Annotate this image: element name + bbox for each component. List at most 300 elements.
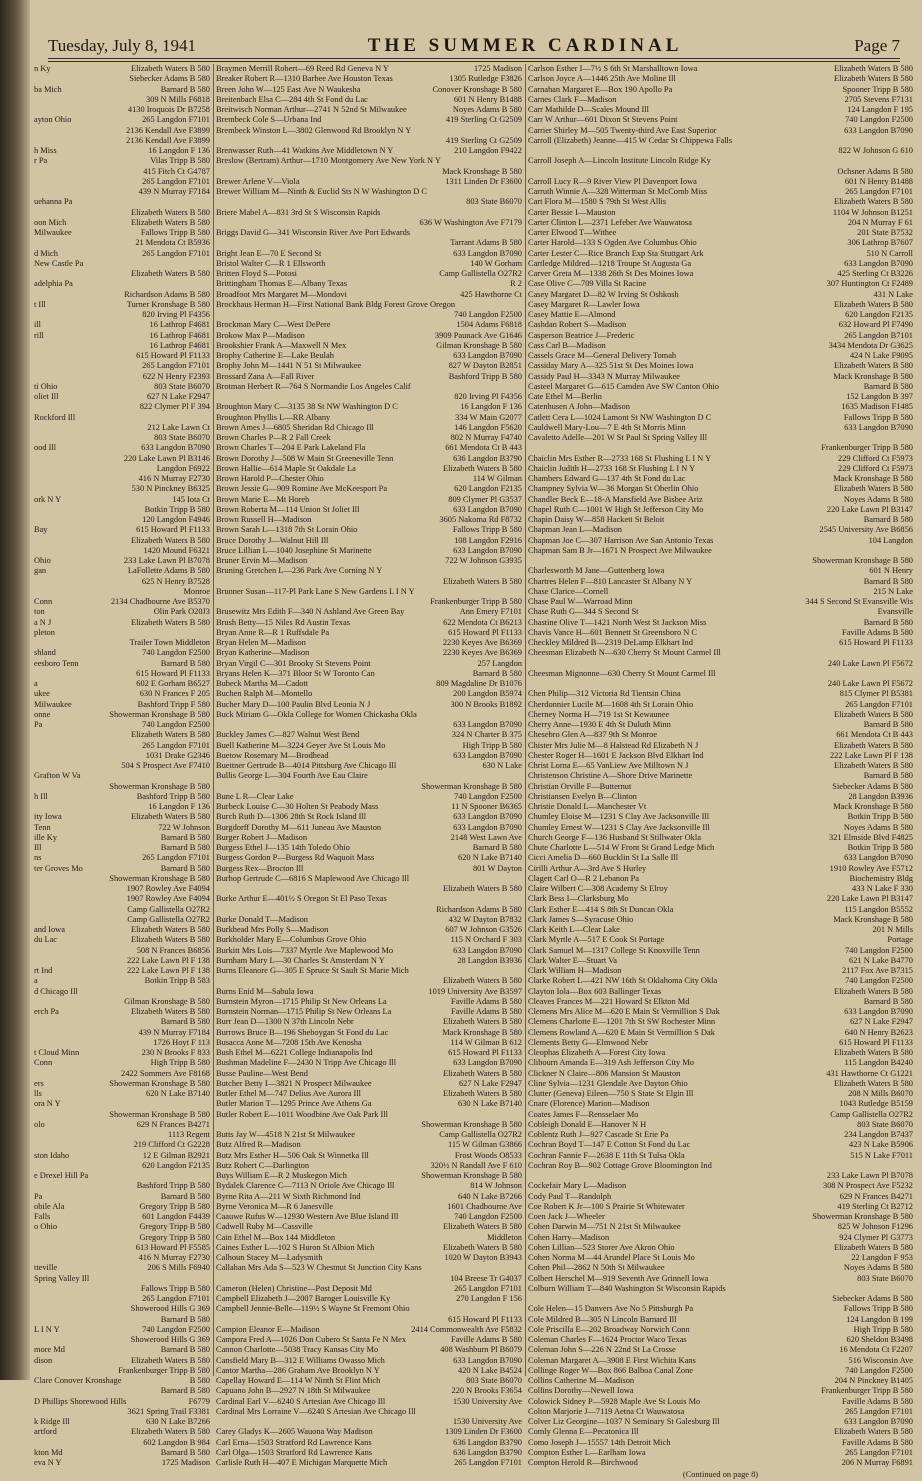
entry-address: Botkin Tripp B 580 xyxy=(144,504,210,514)
directory-entry xyxy=(216,1243,522,1253)
entry-address: 803 State B6070 xyxy=(466,1376,522,1385)
entry-name-home: Cline Sylvia—1231 Glendale Ave Dayton Ohio xyxy=(528,1078,688,1088)
entry-hometown: t Cloud Minn xyxy=(34,1048,80,1057)
entry-hometown: ora N Y xyxy=(34,1099,61,1109)
directory-entry xyxy=(216,1069,522,1079)
entry-address: Elizabeth Waters B 580 xyxy=(131,617,210,627)
directory-entry xyxy=(528,95,913,105)
directory-entry xyxy=(216,1345,522,1355)
directory-entry xyxy=(216,187,522,197)
directory-entry xyxy=(528,874,913,884)
directory-entry xyxy=(216,1202,522,1212)
entry-hometown: ayton Ohio xyxy=(34,115,72,125)
directory-entry xyxy=(528,136,913,146)
entry-name-home: Carey Gladys K—2605 Wauona Way Madison xyxy=(216,1427,373,1437)
entry-address: 630 N Lake B7266 xyxy=(146,1417,210,1426)
entry-hometown: n Ky xyxy=(34,64,51,73)
entry-address: 630 N Lake B7140 xyxy=(458,1099,522,1109)
directory-entry xyxy=(34,751,210,761)
entry-name-home: Burgess Gordon P—Burgess Rd Waquoit Mass xyxy=(216,853,375,863)
entry-address: 815 Clymer Pl B5381 xyxy=(839,689,913,699)
entry-name-home: Brockhaus Herman H—First National Bank Bldg Forest Grove Oregon xyxy=(216,299,456,309)
directory-entry xyxy=(34,546,210,556)
directory-entry xyxy=(528,443,913,453)
entry-name-home: Cartledge Mildred—1218 Troupe St Augusta Ga xyxy=(528,258,692,268)
entry-address: 200 Langdon B5974 xyxy=(453,689,522,699)
directory-entry xyxy=(216,792,522,802)
entry-name-home: Coates James F—Rensselaer Mo xyxy=(528,1109,639,1119)
entry-address: 265 Langdon F7101 xyxy=(845,1447,913,1457)
column-divider xyxy=(213,64,214,1376)
entry-address: Camp Gallistella O27R2 xyxy=(439,1130,522,1139)
entry-name-home: Cashdan Robert S—Madison xyxy=(528,320,627,330)
directory-entry xyxy=(34,177,210,187)
directory-entry xyxy=(216,413,522,423)
entry-address: 204 N Pinckney B1405 xyxy=(834,1376,913,1385)
entry-name-home: Catenhusen A John—Madison xyxy=(528,402,630,412)
entry-hometown: uehanna Pa xyxy=(34,197,73,207)
entry-name-home: Burgess Ethel J—135 14th Toledo Ohio xyxy=(216,843,350,852)
entry-name-home: Burns Eleanore G—305 E Spruce St Sault St Marie Mich xyxy=(216,966,409,975)
directory-entry xyxy=(216,392,522,402)
directory-entry xyxy=(34,833,210,843)
entry-address: 114 W Gilman xyxy=(472,474,522,483)
directory-entry xyxy=(34,1458,210,1468)
entry-name-home: Carroll Joseph A—Lincoln Institute Lincoln Ridge Ky xyxy=(528,156,711,166)
entry-address: Elizabeth Waters B 580 xyxy=(131,269,210,278)
entry-name-home: Campbell Jennie-Belle—119½ S Wayne St Fremont Ohio xyxy=(216,1304,410,1314)
entry-address: 309 N Mills F6818 xyxy=(146,94,210,104)
entry-address: 516 Wisconsin Ave xyxy=(848,1355,913,1365)
entry-address: 633 Langdon B7090 xyxy=(453,750,522,760)
entry-address: Conover Kronshage B 580 xyxy=(432,84,522,94)
entry-address: Elizabeth Waters B 580 xyxy=(834,1427,913,1437)
directory-entry xyxy=(528,771,913,781)
directory-entry xyxy=(216,1140,522,1150)
directory-entry xyxy=(216,433,522,443)
entry-address: 613 Howard Pl F5585 xyxy=(135,1242,210,1252)
entry-name-home: Clemens Charlotte E—1201 7th St SW Rochester Minn xyxy=(528,1017,716,1027)
entry-name-home: Clickner N Claire—806 Mansion St Mauston xyxy=(528,1068,681,1078)
entry-address: 740 Langdon F2500 xyxy=(454,791,522,801)
directory-entry xyxy=(34,300,210,310)
entry-address: Elizabeth Waters B 580 xyxy=(834,740,913,750)
directory-entry xyxy=(528,884,913,894)
entry-address: 1907 Rowley Ave F4094 xyxy=(126,894,210,904)
entry-address: 265 Langdon F7101 xyxy=(142,853,210,863)
entry-name-home: Cohen Norma M—44 Arundel Place St Louis Mo xyxy=(528,1253,695,1262)
entry-name-home: Clibourn Amanda E—319 Ash Jefferson City Mo xyxy=(528,1058,694,1068)
directory-entry xyxy=(34,587,210,597)
entry-address: Showerman Kronshage B 580 xyxy=(109,873,210,883)
entry-address: 16 Lathrop F4681 xyxy=(149,320,210,330)
entry-address: 16 Langdon F 136 xyxy=(460,402,522,412)
entry-name-home: Collins Catherine M—Madison xyxy=(528,1376,635,1385)
entry-address: 1420 Mound F6321 xyxy=(143,545,210,555)
entry-address: Elizabeth Waters B 580 xyxy=(834,64,913,73)
entry-address: Botkin Tripp B 580 xyxy=(847,843,913,852)
entry-name-home: Burke Donald T—Madison xyxy=(216,914,308,924)
entry-name-home: Carter Lester C—Rice Branch Exp Sta Stuttgart Ark xyxy=(528,248,704,258)
entry-address: 2134 Chadbourne Ave B5370 xyxy=(110,597,210,606)
entry-name-home: Chambers Edward G—137 4th St Fond du Lac xyxy=(528,474,686,483)
directory-entry xyxy=(34,1069,210,1079)
entry-name-home: Clarke Robert L—421 NW 16th St Oklahoma City Okla xyxy=(528,976,718,986)
directory-entry xyxy=(216,556,522,566)
entry-address xyxy=(518,300,522,310)
directory-entry xyxy=(528,1089,913,1099)
directory-entry xyxy=(34,679,210,689)
entry-address: 636 W Washington Ave F7179 xyxy=(419,217,522,227)
directory-entry xyxy=(528,577,913,587)
entry-address: High Tripp B 580 xyxy=(853,1324,913,1334)
entry-hometown: olo xyxy=(34,1119,45,1129)
directory-entry xyxy=(216,310,522,320)
directory-column-3 xyxy=(528,64,913,1480)
directory-entry xyxy=(216,228,522,238)
directory-entry xyxy=(216,761,522,771)
entry-name-home: Burnham Mary L—30 Charles St Amsterdam N Y xyxy=(216,955,385,965)
entry-address: 265 Langdon F7101 xyxy=(142,1294,210,1303)
entry-address: 625 N Henry B7528 xyxy=(141,576,210,586)
directory-entry xyxy=(34,1140,210,1150)
entry-name-home: Chapel Ruth C—1001 W High St Jefferson City Mo xyxy=(528,504,704,514)
entry-name-home: Cleophas Elizabeth A—Forest City Iowa xyxy=(528,1048,666,1057)
directory-entry xyxy=(528,946,913,956)
directory-entry xyxy=(528,997,913,1007)
entry-name-home: Brittingham Thomas E—Albany Texas xyxy=(216,279,347,289)
entry-hometown: obile Ala xyxy=(34,1201,65,1211)
entry-name-home: Cherry Anne—1930 E 4th St Duluth Minn xyxy=(528,720,671,729)
entry-name-home: Chavis Vance H—601 Bennett St Greensboro N C xyxy=(528,627,697,637)
entry-address: Faville Adams B 580 xyxy=(842,627,913,637)
directory-entry xyxy=(216,987,522,997)
entry-address: 300 N Brooks B1892 xyxy=(450,699,522,709)
entry-name-home: Cavaletto Adelle—201 W St Paul St Spring Valley Ill xyxy=(528,433,708,442)
directory-entry xyxy=(34,628,210,638)
directory-entry xyxy=(216,208,522,218)
entry-address: 306 Lathrop B7607 xyxy=(847,238,913,248)
entry-name-home: Buettner Gertrude B—4014 Pittsburg Ave Chicago Ill xyxy=(216,761,397,770)
directory-entry xyxy=(528,1356,913,1366)
directory-entry xyxy=(216,115,522,125)
directory-column-2 xyxy=(216,64,522,1467)
entry-address: 1635 Madison F1485 xyxy=(841,402,913,412)
entry-name-home: Busacca Anne M—7208 15th Ave Kenosha xyxy=(216,1037,362,1047)
entry-address: 627 N Lake F2947 xyxy=(849,1017,913,1027)
entry-address: Elizabeth Waters B 580 xyxy=(443,576,522,586)
directory-entry xyxy=(34,1202,210,1212)
entry-name-home: Clark Esther E—414 S 8th St Duncan Okla xyxy=(528,904,674,914)
entry-address: Bashford Tripp B 580 xyxy=(448,371,522,381)
entry-address xyxy=(206,279,210,289)
entry-name-home: Bushman Madeline F—2430 N Tripp Ave Chicago Ill xyxy=(216,1058,397,1068)
entry-address xyxy=(206,987,210,997)
entry-address: 257 Langdon xyxy=(477,658,522,668)
entry-address: 1113 Regent xyxy=(168,1130,210,1139)
entry-name-home: Colburn William T—840 Washington St Wisconsin Rapids xyxy=(528,1283,726,1293)
entry-address: Elizabeth Waters B 580 xyxy=(834,1078,913,1088)
entry-name-home: Clark Walter E—Stuart Va xyxy=(528,955,618,965)
entry-address: 344 S Second St Evansville Wis xyxy=(805,597,913,606)
entry-address xyxy=(909,669,913,679)
directory-entry xyxy=(34,1335,210,1345)
directory-entry xyxy=(528,638,913,648)
directory-entry xyxy=(216,249,522,259)
directory-entry xyxy=(34,792,210,802)
entry-address: 615 Howard Pl F1133 xyxy=(839,1037,913,1047)
entry-address: Elizabeth Waters B 580 xyxy=(834,1048,913,1057)
directory-entry xyxy=(216,700,522,710)
directory-entry xyxy=(34,597,210,607)
entry-hometown: h Ill xyxy=(34,791,48,801)
directory-entry xyxy=(34,700,210,710)
entry-hometown: e Drexel Hill Pa xyxy=(34,1171,89,1180)
entry-address: 622 Mendota Ct B6213 xyxy=(443,617,522,627)
directory-entry xyxy=(528,208,913,218)
entry-hometown: ton xyxy=(34,607,45,617)
directory-entry xyxy=(34,290,210,300)
entry-hometown: h Miss xyxy=(34,146,57,155)
entry-address: 1019 University Ave B3597 xyxy=(428,986,522,996)
entry-address: 265 Langdon F7101 xyxy=(142,176,210,186)
directory-entry xyxy=(34,1130,210,1140)
directory-entry xyxy=(216,566,522,576)
entry-address: Gregory Tripp B 580 xyxy=(139,1232,210,1242)
entry-address: 1043 Rutledge B5159 xyxy=(839,1099,913,1109)
entry-address: 1725 Madison xyxy=(161,1458,210,1467)
entry-name-home: Carlisle Ruth H—407 E Michigan Marquette Mich xyxy=(216,1458,388,1467)
entry-address: Elizabeth Waters B 580 xyxy=(443,1222,522,1232)
entry-name-home: Chesebro Glen A—837 9th St Monroe xyxy=(528,730,658,740)
entry-name-home: Cockefair Mary L—Madison xyxy=(528,1181,627,1191)
directory-entry xyxy=(528,935,913,945)
entry-name-home: Chapman Joe C—307 Harrison Ave San Antonio Texas xyxy=(528,535,714,545)
directory-entry xyxy=(216,782,522,792)
entry-address: 201 State B7532 xyxy=(857,228,913,237)
entry-address: Showerood Hills G 369 xyxy=(130,1304,210,1314)
directory-entry xyxy=(34,85,210,95)
entry-hometown: adelphia Pa xyxy=(34,279,73,289)
entry-address: 11 N Spooner B6365 xyxy=(451,802,522,811)
directory-entry xyxy=(216,1253,522,1263)
entry-address: Elizabeth Waters B 580 xyxy=(443,976,522,986)
directory-entry xyxy=(528,1120,913,1130)
entry-name-home: Cassiday Mary A—325 51st St Des Moines Iowa xyxy=(528,361,694,371)
entry-address: 334 W Main G2077 xyxy=(455,412,522,422)
directory-entry xyxy=(528,1007,913,1017)
entry-address: Fallows Tripp B 580 xyxy=(140,1283,210,1293)
entry-address: 822 W Johnson G 610 xyxy=(838,146,913,155)
directory-entry xyxy=(216,1017,522,1027)
entry-name-home: Buck Miriam G—Okla College for Women Chickasha Okla xyxy=(216,709,417,719)
directory-entry xyxy=(528,1110,913,1120)
entry-address: Faville Adams B 580 xyxy=(451,996,522,1006)
entry-name-home: Carver Greta M—1338 26th St Des Moines Iowa xyxy=(528,269,694,278)
entry-address: Elizabeth Waters B 580 xyxy=(131,730,210,740)
entry-address: 633 Langdon B7090 xyxy=(453,351,522,360)
entry-hometown: dison xyxy=(34,1355,53,1365)
directory-entry xyxy=(216,341,522,351)
entry-address: 230 N Brooks F 833 xyxy=(141,1048,210,1057)
entry-address: 124 Langdon B 199 xyxy=(846,1314,913,1324)
entry-address: 424 N Lake F9095 xyxy=(849,351,913,360)
entry-name-home: Brown Harold P—Chester Ohio xyxy=(216,474,324,483)
entry-address: 801 W Dayton xyxy=(472,863,522,873)
entry-name-home: Cole Mildred B—305 N Lincoln Barnard Ill xyxy=(528,1314,677,1324)
directory-entry xyxy=(34,249,210,259)
entry-address: Elizabeth Waters B 580 xyxy=(443,1089,522,1098)
entry-address: Botkin Tripp B 580 xyxy=(847,812,913,822)
entry-address: 423 N Lake B5906 xyxy=(849,1140,913,1150)
entry-hometown: lls xyxy=(34,1089,42,1098)
entry-hometown: Ill xyxy=(34,843,42,852)
directory-entry xyxy=(216,85,522,95)
entry-name-home: Briggs David G—341 Wisconsin River Ave Port Edwards xyxy=(216,228,411,237)
entry-address: 265 Langdon F7101 xyxy=(142,361,210,371)
entry-address: 222 Lake Lawn Pl F 138 xyxy=(126,966,210,975)
entry-address: Portage xyxy=(887,935,913,945)
entry-address: Botkin Tripp B 583 xyxy=(144,976,210,986)
entry-address xyxy=(518,208,522,218)
entry-address: Barnard B 580 xyxy=(160,658,210,668)
directory-entry xyxy=(34,228,210,238)
entry-address: 510 N Carroll xyxy=(866,248,913,258)
entry-name-home: Calhoun Stacey M—Ladysmith xyxy=(216,1253,323,1262)
entry-address: 629 N Frances B4271 xyxy=(839,1191,913,1201)
entry-address: 16 Lathrop F4681 xyxy=(149,340,210,350)
directory-entry xyxy=(216,607,522,617)
entry-address: 803 State B6070 xyxy=(466,197,522,207)
directory-entry xyxy=(216,1448,522,1458)
entry-hometown: du Lac xyxy=(34,935,58,945)
entry-address: 146 Langdon F5620 xyxy=(454,422,522,432)
entry-name-home: Chase Clarice—Cornell xyxy=(528,586,609,596)
entry-address: 416 N Murray F2730 xyxy=(138,474,210,483)
directory-entry xyxy=(528,300,913,310)
directory-entry xyxy=(34,566,210,576)
entry-name-home: Coleman Margaret A—3908 E First Wichita Kans xyxy=(528,1355,696,1365)
entry-name-home: Brown Sarah L—1318 7th St Lorain Ohio xyxy=(216,525,358,535)
entry-name-home: Bush Ethel M—6221 College Indianapolis Ind xyxy=(216,1048,373,1057)
entry-hometown: Clare Conover Kronshage xyxy=(34,1376,122,1385)
entry-name-home: Cochran Fannie F—2638 E 11th St Tulsa Okla xyxy=(528,1150,685,1160)
directory-entry xyxy=(34,1397,210,1407)
entry-hometown: pleton xyxy=(34,627,55,637)
entry-address: 114 W Gilman B 612 xyxy=(450,1037,522,1047)
entry-address xyxy=(909,433,913,443)
entry-address: Elizabeth Waters B 580 xyxy=(834,361,913,371)
entry-address: 622 N Henry F2393 xyxy=(142,371,210,381)
entry-address: Showerman Kronshage B 580 xyxy=(109,1109,210,1119)
entry-address: Barnard B 580 xyxy=(863,576,913,586)
entry-address: 433 N Lake F 330 xyxy=(852,884,913,893)
entry-address: 307 Huntington Ct F2489 xyxy=(826,279,913,289)
entry-name-home: Callahan Mrs Ada S—523 W Chestnut St Junction City Kans xyxy=(216,1263,422,1273)
entry-name-home: Butler Robert E—1011 Woodbine Ave Oak Park Ill xyxy=(216,1109,388,1119)
entry-address: Barnard B 580 xyxy=(863,996,913,1006)
entry-address: 419 Sterling Ct G2509 xyxy=(445,135,522,145)
entry-address: 208 N Mills B6070 xyxy=(848,1089,913,1098)
entry-address: 2117 Fox Ave B7315 xyxy=(842,966,913,975)
entry-address: Barnard B 580 xyxy=(863,381,913,391)
entry-address: 1305 Rutledge F3826 xyxy=(449,74,522,84)
entry-address: 621 N Lake B4770 xyxy=(849,955,913,965)
entry-hometown: oliet Ill xyxy=(34,392,59,401)
entry-name-home: Cate Ethel M—Berlin xyxy=(528,392,602,401)
entry-name-home: Bullis George L—304 Fourth Ave Eau Claire xyxy=(216,771,368,781)
entry-hometown: ba Mich xyxy=(34,84,62,94)
entry-address: Elizabeth Waters B 580 xyxy=(443,884,522,893)
directory-entry xyxy=(216,1284,522,1294)
entry-address: Middleton xyxy=(487,1232,522,1242)
entry-address xyxy=(909,1161,913,1171)
entry-address: Noyes Adams B 580 xyxy=(452,105,522,114)
entry-hometown: ter Groves Mo xyxy=(34,863,83,873)
entry-name-home: Burgdorff Dorothy M—611 Juneau Ave Mauston xyxy=(216,822,382,832)
entry-name-home: Coe Robert K Jr—100 S Prairie St Whitewater xyxy=(528,1201,685,1211)
entry-address: Elizabeth Waters B 580 xyxy=(834,1242,913,1252)
entry-name-home: Burbeck Louise C—30 Holten St Peabody Mass xyxy=(216,802,379,811)
directory-entry xyxy=(216,74,522,84)
directory-entry xyxy=(34,341,210,351)
entry-name-home: Burkhead Mrs Polly S—Madison xyxy=(216,925,329,934)
entry-name-home: Brusewitz Mrs Edith F—340 N Ashland Ave Green Bay xyxy=(216,607,405,617)
entry-hometown: onne xyxy=(34,709,51,719)
entry-name-home: Burke Arthur E—401½ S Oregon St El Paso Texas xyxy=(216,894,387,904)
directory-entry xyxy=(34,710,210,720)
entry-address: 722 W Johnson xyxy=(158,822,210,832)
entry-address: Faville Adams B 580 xyxy=(451,1335,522,1344)
entry-address: 210 Langdon F9422 xyxy=(454,146,522,155)
entry-name-home: Casperson Beatrice J—Frederic xyxy=(528,330,635,340)
directory-entry xyxy=(216,597,522,607)
entry-hometown: and Iowa xyxy=(34,925,65,934)
directory-entry xyxy=(216,812,522,822)
directory-entry xyxy=(528,1458,913,1468)
entry-name-home: Clark Myrtle A—517 E Cook St Portage xyxy=(528,935,665,945)
directory-entry xyxy=(528,751,913,761)
directory-entry xyxy=(528,525,913,535)
directory-entry xyxy=(34,577,210,587)
entry-name-home: Cheesman Elizabeth N—630 Cherry St Mount Carmel Ill xyxy=(528,648,721,658)
entry-name-home: Cody Paul T—Randolph xyxy=(528,1191,612,1201)
directory-entry xyxy=(216,1120,522,1130)
directory-entry xyxy=(216,423,522,433)
entry-hometown: a xyxy=(34,679,38,688)
entry-address: 324 N Charter B 375 xyxy=(451,730,522,740)
directory-entry xyxy=(216,884,522,894)
directory-entry xyxy=(528,167,913,177)
entry-name-home: Bruner Ervin M—Madison xyxy=(216,556,308,565)
entry-address: Olin Park O20J3 xyxy=(153,607,210,617)
entry-name-home: Christie Donald L—Manchester Vt xyxy=(528,802,647,811)
entry-address: Elizabeth Waters B 580 xyxy=(443,1068,522,1078)
entry-address: 425 Hawthorne Ct xyxy=(460,289,522,299)
directory-entry xyxy=(528,864,913,874)
entry-address: 229 Clifford Ct F5973 xyxy=(838,463,913,473)
entry-name-home: Brembeck Cole S—Urbana Ind xyxy=(216,115,322,125)
entry-address: 615 Howard Pl F1133 xyxy=(448,1314,522,1324)
entry-address: 2148 West Lawn Ave xyxy=(450,832,522,842)
entry-name-home: Chester Roger H—1601 E Jackson Blvd Elkhart Ind xyxy=(528,750,704,760)
directory-entry xyxy=(34,218,210,228)
entry-address: 601 N Henry B1488 xyxy=(453,94,522,104)
directory-entry xyxy=(34,484,210,494)
entry-name-home: Cole Helen—15 Danvers Ave No 5 Pittsburgh Pa xyxy=(528,1304,694,1314)
entry-address: Barnard B 580 xyxy=(160,1447,210,1457)
directory-entry xyxy=(34,956,210,966)
